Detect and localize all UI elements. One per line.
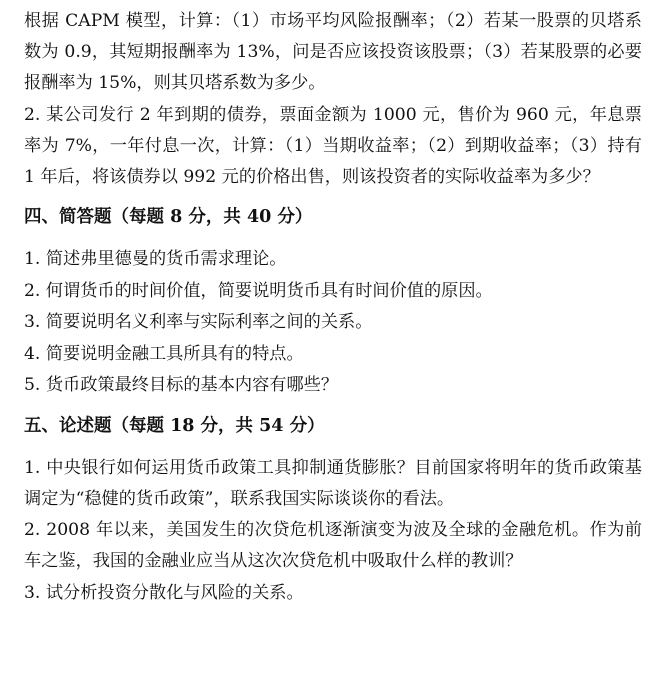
section-5-heading: 五、论述题（每题 18 分，共 54 分）	[24, 415, 325, 436]
short-answer-item-3: 3. 简要说明名义利率与实际利率之间的关系。	[24, 312, 373, 333]
short-answer-item-5: 5. 货币政策最终目标的基本内容有哪些？	[24, 375, 339, 396]
essay-item-1: 1. 中央银行如何运用货币政策工具抑制通货膨胀？目前国家将明年的货币政策基调定为“稳健的货币政策”，联系我国实际谈谈你的看法。	[24, 457, 642, 509]
essay-item-3: 3. 试分析投资分散化与风险的关系。	[24, 582, 304, 603]
bond-question-text: 2. 某公司发行 2 年到期的债券，票面金额为 1000 元，售价为 960 元，年息票率为 7%，一年付息一次，计算：（1）当期收益率；（2）到期收益率；（3）持有 1 年后，将该债券以 992 元的价格出售，则该投资者的实际收益率为多少？	[24, 104, 642, 188]
capm-question-text: 根据 CAPM 模型，计算：（1）市场平均风险报酬率；（2）若某一股票的贝塔系数为 0.9，其短期报酬率为 13%，问是否应该投资该股票；（3）若某股票的必要报酬率为 15%，则其贝塔系数为多少。	[24, 11, 642, 94]
essay-item-2: 2. 2008 年以来，美国发生的次贷危机逐渐演变为波及全球的金融危机。作为前车之鉴，我国的金融业应当从这次次贷危机中吸取什么样的教训？	[24, 520, 642, 572]
short-answer-item-4: 4. 简要说明金融工具所具有的特点。	[24, 343, 304, 364]
short-answer-item-1: 1. 简述弗里德曼的货币需求理论。	[24, 249, 287, 270]
section-4-heading: 四、简答题（每题 8 分，共 40 分）	[24, 207, 313, 228]
short-answer-item-2: 2. 何谓货币的时间价值，简要说明货币具有时间价值的原因。	[24, 280, 493, 301]
